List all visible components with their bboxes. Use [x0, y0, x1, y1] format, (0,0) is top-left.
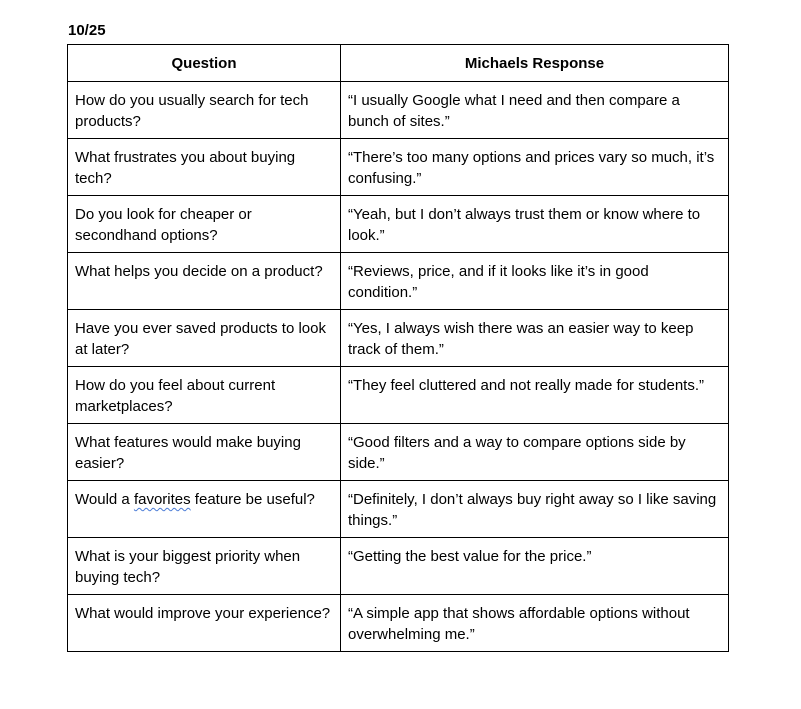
- question-text-part: feature be useful?: [190, 491, 315, 508]
- spellcheck-flagged-word[interactable]: favorites: [133, 491, 191, 508]
- table-row: [68, 82, 729, 139]
- response-cell: “Definitely, I don’t always buy right away so I like saving things.”: [341, 481, 729, 538]
- table-row: [68, 310, 729, 367]
- question-cell: Do you look for cheaper or secondhand options?: [68, 196, 341, 253]
- question-cell: What features would make buying easier?: [68, 424, 341, 481]
- response-cell: “Yes, I always wish there was an easier way to keep track of them.”: [341, 310, 729, 367]
- question-cell: Have you ever saved products to look at later?: [68, 310, 341, 367]
- question-text-part: Would a: [75, 491, 134, 508]
- question-cell: What frustrates you about buying tech?: [68, 139, 341, 196]
- table-row: [68, 538, 729, 595]
- question-cell: How do you usually search for tech products?: [68, 82, 341, 139]
- table-row: [68, 595, 729, 652]
- question-cell: What helps you decide on a product?: [68, 253, 341, 310]
- table-row: [68, 367, 729, 424]
- question-cell: What would improve your experience?: [68, 595, 341, 652]
- question-cell: What is your biggest priority when buying tech?: [68, 538, 341, 595]
- interview-table: [67, 44, 729, 652]
- table-row: [68, 253, 729, 310]
- response-cell: “Getting the best value for the price.”: [341, 538, 729, 595]
- table-header-row: [68, 45, 729, 82]
- column-header-question: Question: [68, 45, 341, 82]
- table-row: [68, 139, 729, 196]
- table-row: [68, 196, 729, 253]
- date-heading: 10/25: [68, 22, 106, 39]
- response-cell: “They feel cluttered and not really made for students.”: [341, 367, 729, 424]
- question-cell: How do you feel about current marketplaces?: [68, 367, 341, 424]
- column-header-response: Michaels Response: [341, 45, 729, 82]
- table-row: [68, 424, 729, 481]
- response-cell: “Yeah, but I don’t always trust them or know where to look.”: [341, 196, 729, 253]
- response-cell: “A simple app that shows affordable options without overwhelming me.”: [341, 595, 729, 652]
- response-cell: “Reviews, price, and if it looks like it’s in good condition.”: [341, 253, 729, 310]
- response-cell: “Good filters and a way to compare options side by side.”: [341, 424, 729, 481]
- response-cell: “There’s too many options and prices vary so much, it’s confusing.”: [341, 139, 729, 196]
- table-row: [68, 481, 729, 538]
- question-cell: [68, 481, 341, 538]
- response-cell: “I usually Google what I need and then compare a bunch of sites.”: [341, 82, 729, 139]
